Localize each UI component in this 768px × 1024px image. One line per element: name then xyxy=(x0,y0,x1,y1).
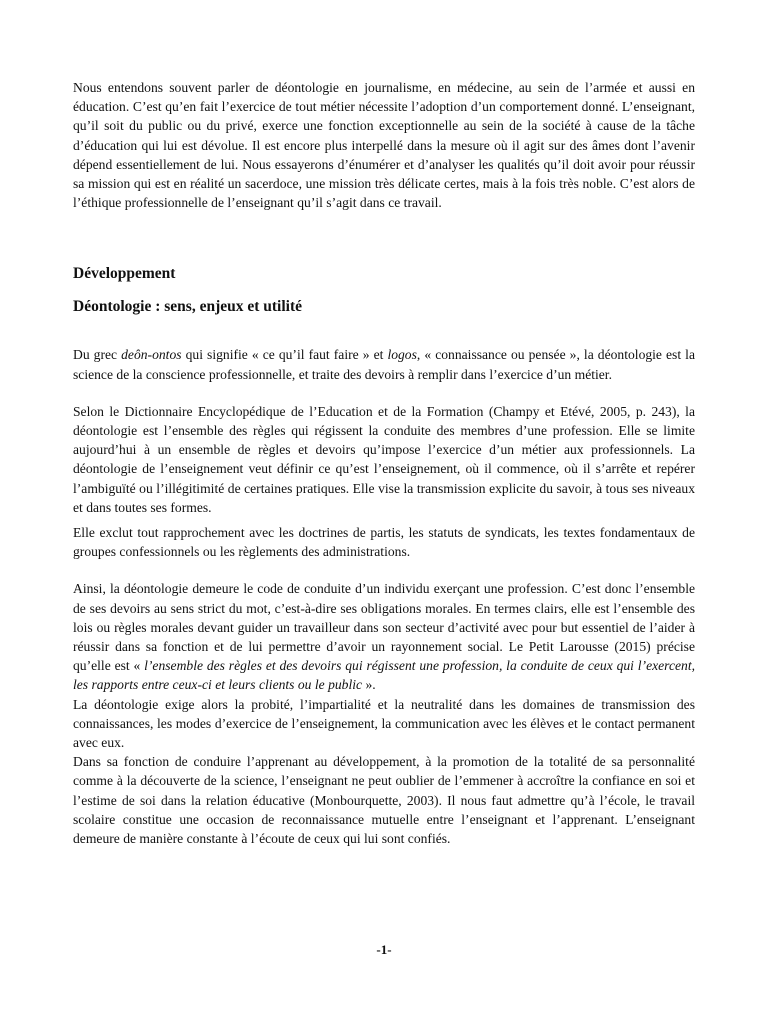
intro-paragraph: Nous entendons souvent parler de déontologie en journalisme, en médecine, au sein de l’armée et aussi en éducation. C’est qu’en fait l’exercice de tout métier nécessite l’adoption d’un comportement donné. L’enseignant, qu’il soit du public ou du privé, exerce une fonction exceptionnelle au sein de la société à cause de la tâche d’éducation qui lui est dévolue. Il est encore plus interpellé dans la mesure où il agit sur des âmes dont l’avenir dépend essentiellement de lui. Nous essayerons d’énumérer et d’analyser les qualités qu’il doit avoir pour réussir sa mission qui est en réalité un sacerdoce, une mission très délicate certes, mais à la fois très noble. C’est alors de l’éthique professionnelle de l’enseignant qu’il s’agit dans ce travail. xyxy=(73,80,695,211)
page-number: -1- xyxy=(376,942,392,957)
paragraph-code-conduite xyxy=(73,579,695,694)
text-run: Ainsi, la déontologie demeure le code de conduite d’un individu exerçant une profession. C’est donc l’ensemble de ses devoirs au sens strict du mot, c’est-à-dire ses obligations morales. En termes clairs, elle est l’ensemble des lois ou règles morales devant guider un travailleur dans son secteur d’activité avec pour but essentiel de l’aider à réussir dans sa fonction et de lui permettre d’avoir un rayonnement social. Le Petit Larousse (2015) précise qu’elle est « xyxy=(73,581,695,674)
heading-deontologie: Déontologie : sens, enjeux et utilité xyxy=(73,298,303,316)
text-run: qui signifie « ce qu’il faut faire » et xyxy=(181,347,388,363)
document-body xyxy=(73,78,695,848)
heading-developpement: Développement xyxy=(73,265,176,283)
paragraph-etymologie xyxy=(73,345,695,383)
paragraph-exigences: La déontologie exige alors la probité, l’impartialité et la neutralité dans les domaines de transmission des connaissances, les modes d’exercice de l’enseignement, la communication avec les élèves et le contact permanent avec eux. xyxy=(73,696,695,751)
text-run: ». xyxy=(362,677,376,693)
text-run: Du grec xyxy=(73,347,122,363)
paragraph-exclusion: Elle exclut tout rapprochement avec les doctrines de partis, les statuts de syndicats, les textes fondamentaux de groupes confessionnels ou les règlements des administrations. xyxy=(73,525,695,560)
text-run: , « connaissance ou pensée », la déontologie est la science de la conscience professionnelle, et traite des devoirs à remplir dans l’exercice d’un métier. xyxy=(73,347,695,382)
larousse-quote: l’ensemble des règles et des devoirs qui régissent une profession, la conduite de ceux qui l’exercent, les rapports entre ceux-ci et leurs clients ou le public xyxy=(73,658,695,693)
paragraph-fonction: Dans sa fonction de conduire l’apprenant au développement, à la promotion de la totalité de sa personnalité comme à la découverte de la science, l’enseignant ne peut oublier de l’emmener à accroître la confiance en soi et l’estime de soi dans la relation éducative (Monbourquette, 2003). Il nous faut admettre qu’à l’école, le travail scolaire constitue une occasion de reconnaissance mutuelle entre l’enseignant et l’apprenant. L’enseignant demeure de manière constante à l’écoute de ceux qui lui sont confiés. xyxy=(73,754,695,847)
greek-term-deon: deôn-ontos xyxy=(121,347,182,363)
greek-term-logos: logos xyxy=(387,347,417,363)
paragraph-dictionnaire: Selon le Dictionnaire Encyclopédique de l’Education et de la Formation (Champy et Etévé, 2005, p. 243), la déontologie est l’ensemble des règles qui régissent la conduite des membres d’une profession. Elle se limite aujourd’hui à un ensemble de règles et devoirs qu’impose l’exercice d’un métier aux professionnels. La déontologie de l’enseignement veut définir ce qu’est l’enseignement, où il commence, où il s’arrête et repérer l’ambiguïté ou l’illégitimité de certaines pratiques. Elle vise la transmission explicite du savoir, à tous ses niveaux et dans toutes ses formes. xyxy=(73,403,695,515)
